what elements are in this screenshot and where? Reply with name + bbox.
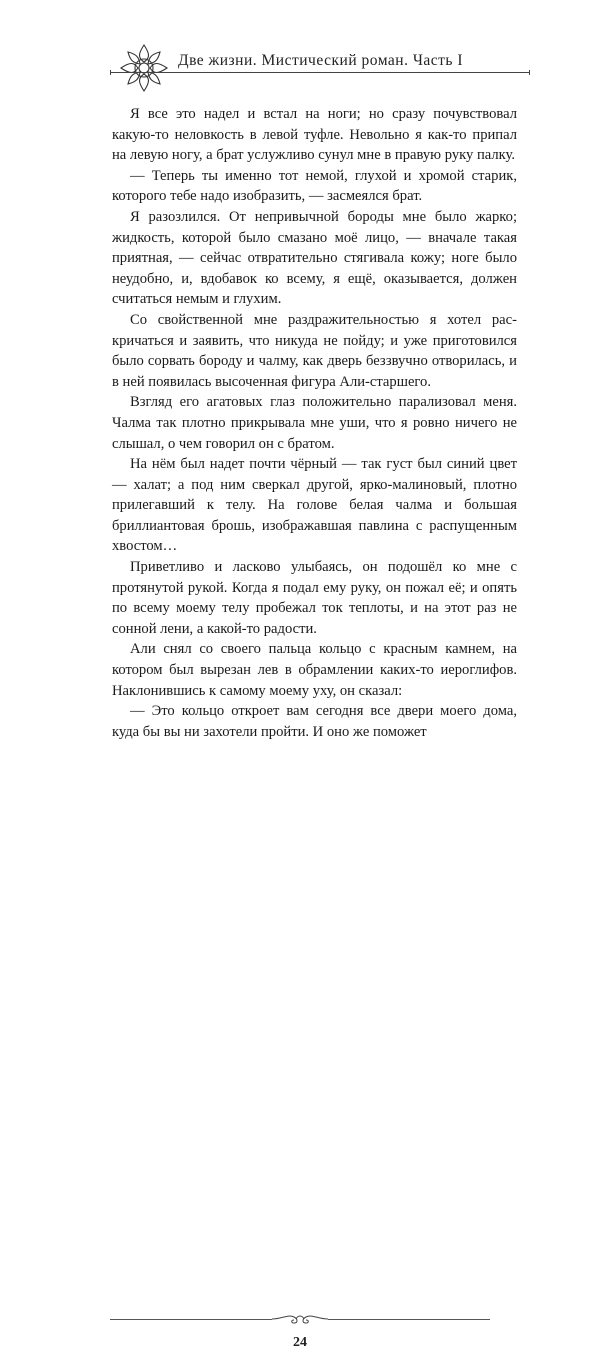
paragraph: Со свойственной мне раздражительностью я хотел раскричаться и заявить, что никуда не пойду; и уже приготовился было сорвать бороду и чалму, как дверь беззвучно отворилась, и в ней появилась высоченная фигура Али-старшего. bbox=[112, 311, 517, 390]
mandala-ornament-icon bbox=[118, 42, 170, 94]
page-body bbox=[112, 104, 517, 742]
paragraph: Али снял со своего пальца кольцо с красным камнем, на котором был вырезан лев в обрамлении каких-то иероглифов. Наклонившись к самому моему уху, он сказал: bbox=[112, 641, 517, 699]
paragraph: На нём был надет почти чёрный — так густ был синий цвет — халат; а под ним сверкал другой, ярко-малиновый, плотно прилегавший к телу. На голове белая чалма и большая бриллиантовая брошь, изображавшая павлина с распущенным хвостом… bbox=[112, 456, 517, 555]
page-header bbox=[0, 0, 600, 110]
header-rule-tick-right bbox=[529, 70, 530, 75]
paragraph: Я все это надел и встал на ноги; но сразу почувствовал какую-то неловкость в левой туфле. Невольно я как-то припал на левую ногу, а брат услужливо сунул мне в правую руку палку. bbox=[112, 106, 517, 164]
paragraph: Взгляд его агатовых глаз положительно парализовал меня. Чалма так плотно прикрывала мне уши, что я ровно ничего не слышал, о чем говорил он с братом. bbox=[112, 394, 517, 452]
footer-rule-left bbox=[110, 1319, 272, 1320]
page-footer bbox=[0, 655, 600, 1350]
paragraph: Я разозлился. От непривычной бороды мне было жарко; жидкость, которой было смазано моё лицо, — вначале такая приятная, — сейчас отвратительно стягивала кожу; ноге было неудобно, и, вдобавок ко всему, я ещё, оказывается, должен считаться немым и глухим. bbox=[112, 208, 517, 308]
paragraph: Приветливо и ласково улыбаясь, он подошёл ко мне с протянутой рукой. Когда я подал ему руку, он пожал её; и опять по всему моему телу пробежал ток теплоты, и на этот раз не сонной лени, а какой-то радости. bbox=[112, 559, 517, 637]
page-number: 24 bbox=[293, 1335, 307, 1350]
header-rule-tick-left bbox=[110, 70, 111, 75]
footer-rule-right bbox=[328, 1319, 490, 1320]
scroll-flourish-icon bbox=[270, 1310, 330, 1330]
paragraph: — Это кольцо откроет вам сегодня все двери моего дома, куда бы вы ни захотели пройти. И оно же поможет bbox=[112, 703, 517, 740]
running-title: Две жизни. Мистический роман. Часть I bbox=[178, 52, 464, 69]
header-rule bbox=[110, 72, 530, 73]
paragraph: — Теперь ты именно тот немой, глухой и хромой старик, которого тебе надо изобразить, — засмеялся брат. bbox=[112, 167, 517, 205]
